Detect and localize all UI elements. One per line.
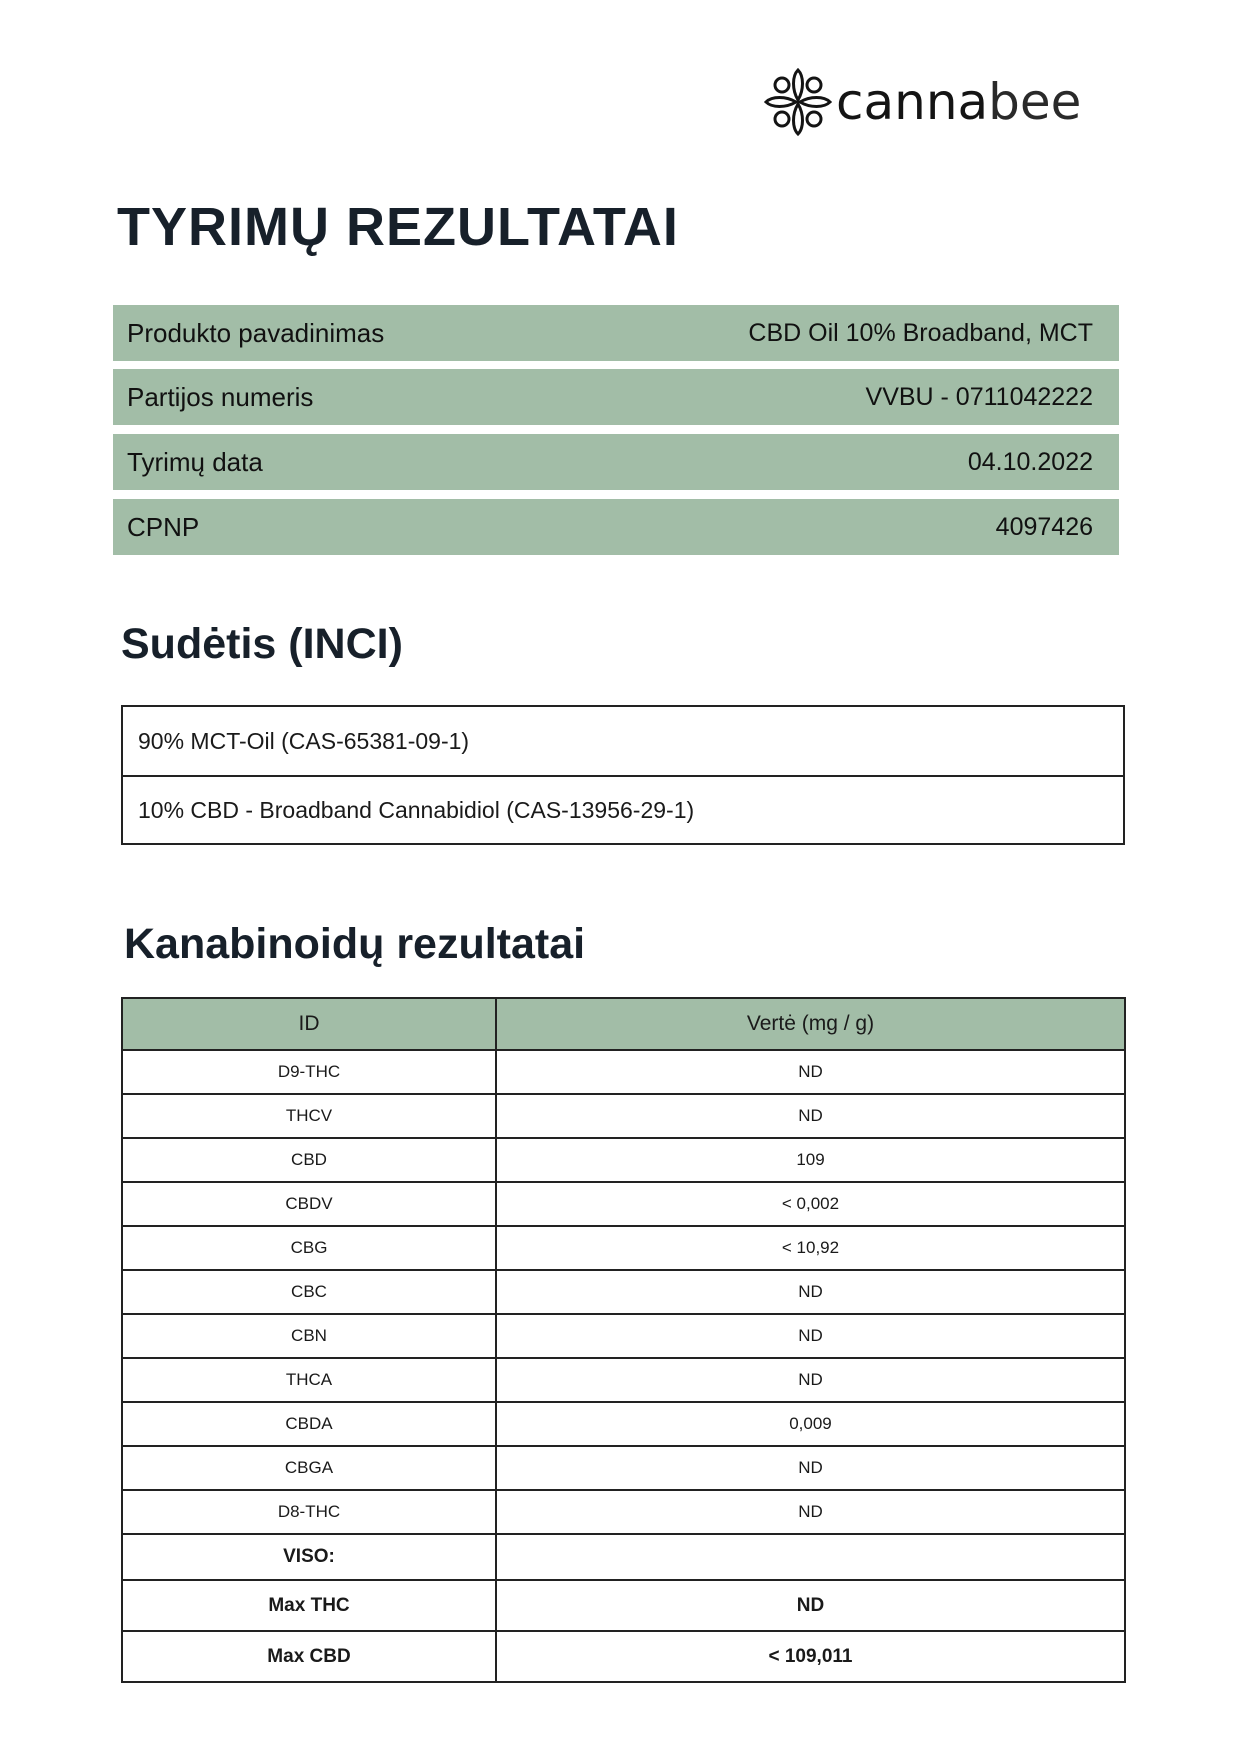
composition-heading: Sudėtis (INCI)	[121, 620, 403, 668]
info-value: 04.10.2022	[967, 447, 1093, 476]
cell-value: ND	[496, 1490, 1125, 1534]
info-row-date	[113, 434, 1119, 490]
cell-id: THCA	[122, 1358, 496, 1402]
cell-id: CBDA	[122, 1402, 496, 1446]
cell-id: CBN	[122, 1314, 496, 1358]
brand-name-light: bee	[988, 73, 1082, 131]
max-cbd-row	[122, 1631, 1125, 1682]
brand-name	[836, 73, 1082, 131]
table-header-row	[122, 998, 1125, 1050]
composition-item: 90% MCT-Oil (CAS-65381-09-1)	[138, 727, 470, 754]
cell-id: CBG	[122, 1226, 496, 1270]
max-thc-value: ND	[496, 1580, 1125, 1631]
flower-logo-icon	[762, 64, 834, 140]
table-row	[122, 1050, 1125, 1094]
total-row	[122, 1534, 1125, 1580]
cell-id: THCV	[122, 1094, 496, 1138]
total-label: VISO:	[122, 1534, 496, 1580]
info-row-batch	[113, 369, 1119, 425]
info-row-product	[113, 305, 1119, 361]
cell-value: ND	[496, 1314, 1125, 1358]
table-row	[122, 1490, 1125, 1534]
cell-id: CBGA	[122, 1446, 496, 1490]
info-label: Produkto pavadinimas	[127, 317, 385, 348]
composition-table	[121, 705, 1125, 845]
column-header-value: Vertė (mg / g)	[496, 998, 1125, 1050]
info-label: CPNP	[127, 511, 200, 542]
table-row	[122, 1358, 1125, 1402]
cell-id: D9-THC	[122, 1050, 496, 1094]
cell-value: 0,009	[496, 1402, 1125, 1446]
table-row	[122, 1446, 1125, 1490]
table-row	[122, 1270, 1125, 1314]
column-header-id: ID	[122, 998, 496, 1050]
cell-id: CBC	[122, 1270, 496, 1314]
table-row	[122, 1094, 1125, 1138]
info-row-cpnp	[113, 499, 1119, 555]
cell-id: CBDV	[122, 1182, 496, 1226]
info-label: Partijos numeris	[127, 381, 314, 412]
cell-id: CBD	[122, 1138, 496, 1182]
table-row	[122, 1182, 1125, 1226]
cell-value: ND	[496, 1446, 1125, 1490]
table-row	[122, 1226, 1125, 1270]
cannabinoids-heading: Kanabinoidų rezultatai	[124, 920, 586, 968]
brand-logo	[762, 62, 1081, 142]
cannabinoids-table	[121, 997, 1126, 1683]
cell-value: < 10,92	[496, 1226, 1125, 1270]
table-row	[122, 1402, 1125, 1446]
cell-value: ND	[496, 1358, 1125, 1402]
cell-value: < 0,002	[496, 1182, 1125, 1226]
max-cbd-label: Max CBD	[122, 1631, 496, 1682]
cell-value: ND	[496, 1270, 1125, 1314]
brand-name-strong: canna	[836, 73, 989, 131]
max-thc-label: Max THC	[122, 1580, 496, 1631]
info-value: CBD Oil 10% Broadband, MCT	[748, 318, 1093, 347]
table-row	[122, 1138, 1125, 1182]
cell-value: ND	[496, 1094, 1125, 1138]
cell-value: 109	[496, 1138, 1125, 1182]
max-thc-row	[122, 1580, 1125, 1631]
cell-id: D8-THC	[122, 1490, 496, 1534]
cell-value: ND	[496, 1050, 1125, 1094]
max-cbd-value: < 109,011	[496, 1631, 1125, 1682]
info-value: 4097426	[995, 512, 1093, 541]
page-title: TYRIMŲ REZULTATAI	[117, 197, 679, 257]
table-row	[122, 1314, 1125, 1358]
total-value	[496, 1534, 1125, 1580]
info-value: VVBU - 0711042222	[865, 382, 1093, 411]
info-label: Tyrimų data	[127, 446, 263, 477]
composition-item: 10% CBD - Broadband Cannabidiol (CAS-13956-29-1)	[123, 775, 1123, 843]
